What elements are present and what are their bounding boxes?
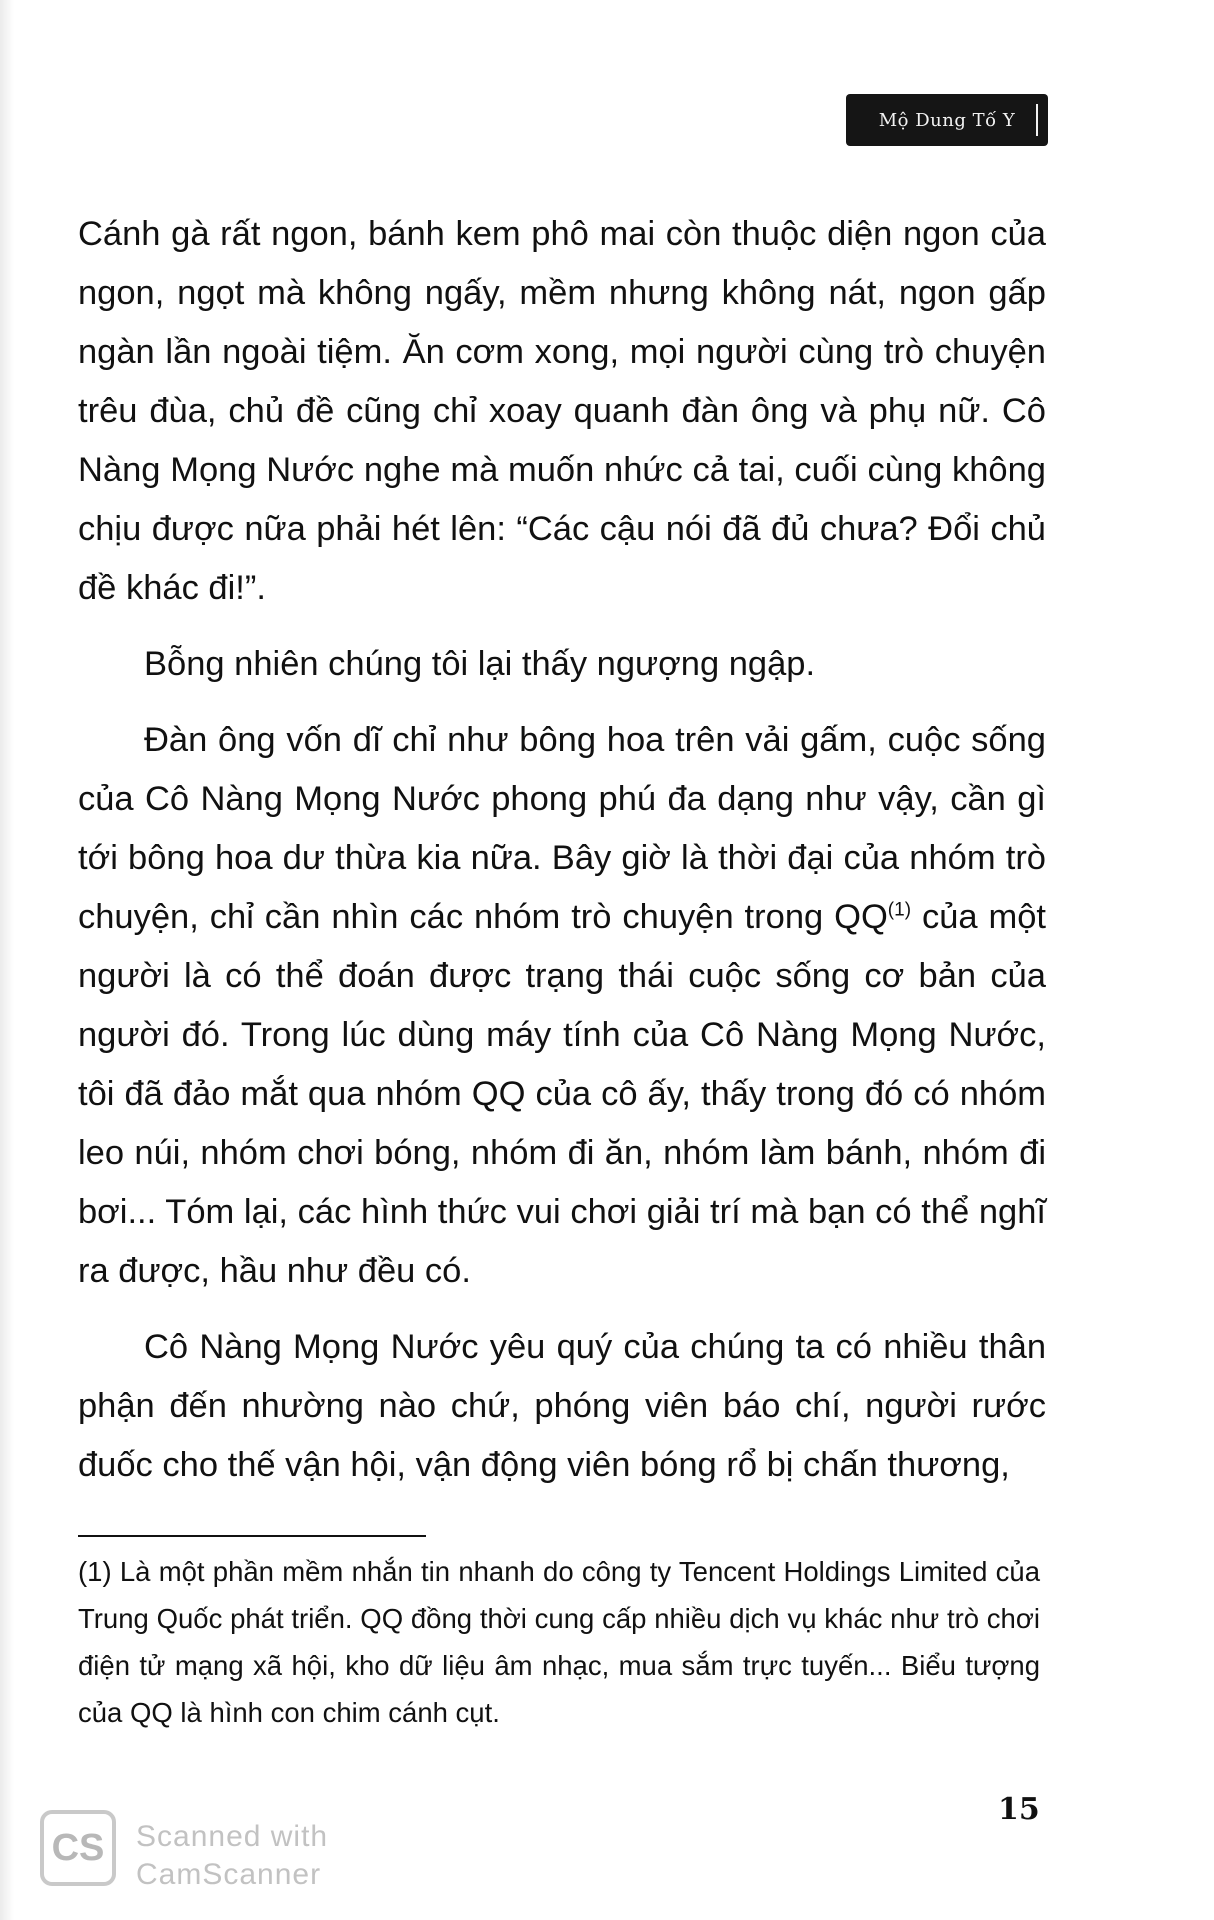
camscanner-logo: CS [40,1810,116,1886]
paragraph-3-part-1: Đàn ông vốn dĩ chỉ như bông hoa trên vải gấm, cuộc sống của Cô Nàng Mọng Nước phong phú đa dạng như vậy, cần gì tới bông hoa dư thừa kia nữa. Bây giờ là thời đại của nhóm trò chuyện, chỉ cần nhìn các nhóm trò chuyện trong QQ [78,721,1046,936]
body-text [78,205,1046,1495]
watermark-line-1: Scanned with [136,1820,329,1853]
footnote-text: (1) Là một phần mềm nhắn tin nhanh do công ty Tencent Holdings Limited của Trung Quốc phát triển. QQ đồng thời cung cấp nhiều dịch vụ khác như trò chơi điện tử mạng xã hội, kho dữ liệu âm nhạc, mua sắm trực tuyến... Biểu tượng của QQ là hình con chim cánh cụt. [78,1556,1040,1728]
page-number: 15 [998,1792,1040,1827]
footnote-reference[interactable]: (1) [887,899,912,921]
footnote-divider [78,1535,426,1537]
paragraph-3-part-2: của một người là có thể đoán được trạng thái cuộc sống cơ bản của người đó. Trong lúc dùng máy tính của Cô Nàng Mọng Nước, tôi đã đảo mắt qua nhóm QQ của cô ấy, thấy trong đó có nhóm leo núi, nhóm chơi bóng, nhóm đi ăn, nhóm làm bánh, nhóm đi bơi... Tóm lại, các hình thức vui chơi giải trí mà bạn có thể nghĩ ra được, hầu như đều có. [78,898,1047,1290]
paragraph-1: Cánh gà rất ngon, bánh kem phô mai còn thuộc diện ngon của ngon, ngọt mà không ngấy, mềm nhưng không nát, ngon gấp ngàn lần ngoài tiệm. Ăn cơm xong, mọi người cùng trò chuyện trêu đùa, chủ đề cũng chỉ xoay quanh đàn ông và phụ nữ. Cô Nàng Mọng Nước nghe mà muốn nhức cả tai, cuối cùng không chịu được nữa phải hét lên: “Các cậu nói đã đủ chưa? Đổi chủ đề khác đi!”. [78,215,1046,607]
paragraph-4: Cô Nàng Mọng Nước yêu quý của chúng ta có nhiều thân phận đến nhường nào chứ, phóng viên báo chí, người rước đuốc cho thế vận hội, vận động viên bóng rổ bị chấn thương, [78,1328,1046,1484]
watermark-line-2: CamScanner [136,1858,322,1891]
footnote [78,1548,1040,1736]
paragraph-3 [78,711,1046,1301]
camscanner-watermark [136,1818,328,1894]
page-edge-shadow [0,0,14,1920]
running-header: Mộ Dung Tố Y [846,94,1048,146]
paragraph-2: Bỗng nhiên chúng tôi lại thấy ngượng ngập. [144,645,816,683]
